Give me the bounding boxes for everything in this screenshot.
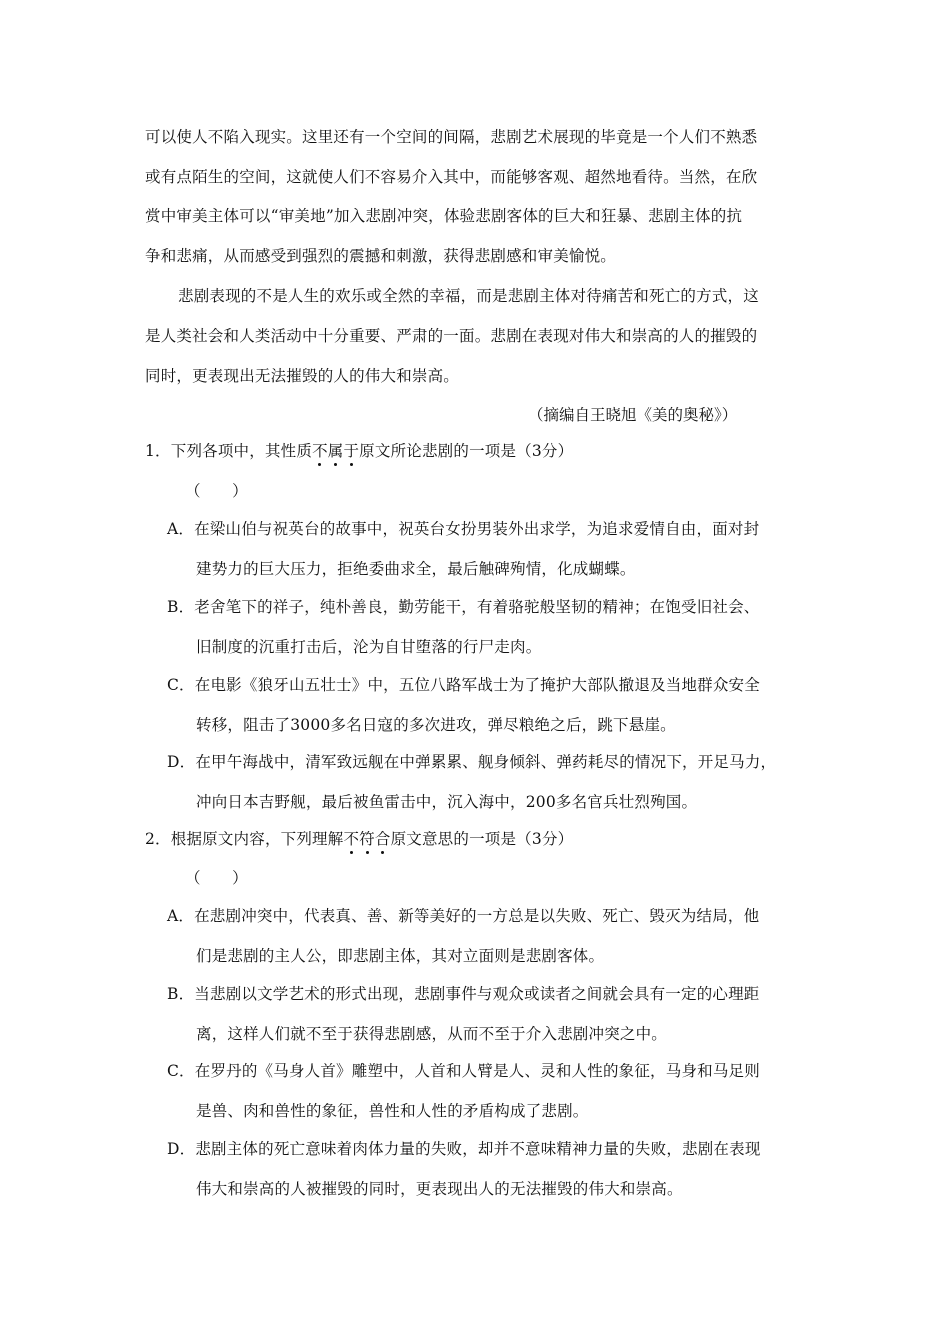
- q1-option-d: D．在甲午海战中，清军致远舰在中弹累累、舰身倾斜、弹药耗尽的情况下，开足马力，: [167, 753, 777, 771]
- emphasis-char: 不: [343, 830, 360, 848]
- passage-line: 赏中审美主体可以“审美地”加入悲剧冲突，体验悲剧客体的巨大和狂暴、悲剧主体的抗: [145, 207, 743, 225]
- q2-option-c-cont: 是兽、肉和兽性的象征，兽性和人性的矛盾构成了悲剧。: [196, 1102, 589, 1120]
- emphasis-char: 于: [343, 442, 360, 460]
- answer-blank: （ ）: [185, 869, 248, 887]
- emphasis-char: 合: [374, 830, 391, 848]
- question-2-stem: 2．根据原文内容，下列理解不符合原文意思的一项是（3分）: [145, 830, 574, 848]
- q1-option-d-cont: 冲向日本吉野舰，最后被鱼雷击中，沉入海中，200多名官兵壮烈殉国。: [196, 793, 698, 811]
- q2-option-b: B．当悲剧以文学艺术的形式出现，悲剧事件与观众或读者之间就会具有一定的心理距: [167, 985, 760, 1003]
- q2-option-a-cont: 们是悲剧的主人公，即悲剧主体，其对立面则是悲剧客体。: [196, 947, 605, 965]
- q2-option-d: D．悲剧主体的死亡意味着肉体力量的失败，却并不意味精神力量的失败，悲剧在表现: [167, 1140, 761, 1158]
- emphasis-char: 属: [327, 442, 344, 460]
- q1-option-b: B．老舍笔下的祥子，纯朴善良，勤劳能干，有着骆驼般坚韧的精神；在饱受旧社会、: [167, 598, 760, 616]
- emphasis-char: 符: [359, 830, 375, 848]
- q2-option-d-cont: 伟大和崇高的人被摧毁的同时，更表现出人的无法摧毁的伟大和崇高。: [196, 1180, 683, 1198]
- q1-option-a: A．在梁山伯与祝英台的故事中，祝英台女扮男装外出求学，为追求爱情自由，面对封: [167, 520, 760, 538]
- passage-line: 是人类社会和人类活动中十分重要、严肃的一面。悲剧在表现对伟大和崇高的人的摧毁的: [145, 327, 758, 345]
- q1-option-b-cont: 旧制度的沉重打击后，沦为自甘堕落的行尸走肉。: [196, 638, 542, 656]
- passage-source: （摘编自王晓旭《美的奥秘》）: [528, 406, 738, 424]
- passage-line: 或有点陌生的空间，这就使人们不容易介入其中，而能够客观、超然地看待。当然，在欣: [145, 168, 758, 186]
- q1-option-c-cont: 转移，阻击了3000多名日寇的多次进攻，弹尽粮绝之后，跳下悬崖。: [196, 716, 676, 734]
- passage-line: 可以使人不陷入现实。这里还有一个空间的间隔，悲剧艺术展现的毕竟是一个人们不熟悉: [145, 128, 758, 146]
- passage-line: 悲剧表现的不是人生的欢乐或全然的幸福，而是悲剧主体对待痛苦和死亡的方式，这: [178, 287, 759, 305]
- answer-blank: （ ）: [185, 482, 248, 500]
- passage-line: 同时，更表现出无法摧毁的人的伟大和崇高。: [145, 367, 460, 385]
- q1-option-c: C．在电影《狼牙山五壮士》中，五位八路军战士为了掩护大部队撤退及当地群众安全: [167, 676, 760, 694]
- q2-option-b-cont: 离，这样人们就不至于获得悲剧感，从而不至于介入悲剧冲突之中。: [196, 1025, 668, 1043]
- question-1-stem: 1．下列各项中，其性质不属于原文所论悲剧的一项是（3分）: [145, 442, 574, 460]
- q2-option-c: C．在罗丹的《马身人首》雕塑中，人首和人臂是人、灵和人性的象征，马身和马足则: [167, 1062, 760, 1080]
- q1-option-a-cont: 建势力的巨大压力，拒绝委曲求全，最后触碑殉情，化成蝴蝶。: [196, 560, 636, 578]
- q2-option-a: A．在悲剧冲突中，代表真、善、新等美好的一方总是以失败、死亡、毁灭为结局，他: [167, 907, 760, 925]
- emphasis-char: 不: [312, 442, 328, 460]
- passage-line: 争和悲痛，从而感受到强烈的震撼和刺激，获得悲剧感和审美愉悦。: [145, 247, 617, 265]
